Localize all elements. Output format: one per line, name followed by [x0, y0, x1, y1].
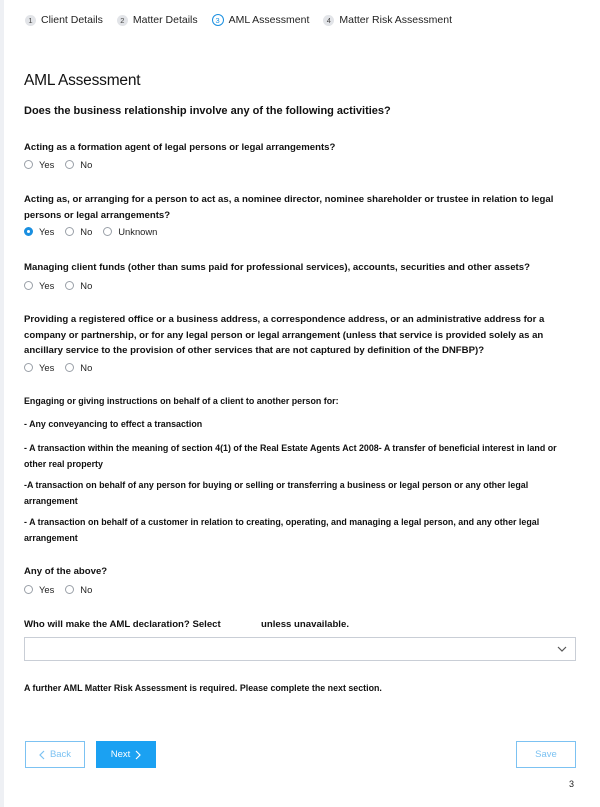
- radio-yes[interactable]: [24, 362, 54, 373]
- next-label: Next: [110, 749, 131, 760]
- page-title: AML Assessment: [24, 72, 141, 89]
- question-formation-agent: Acting as a formation agent of legal persons or legal arrangements?: [24, 142, 336, 153]
- radio-label: No: [80, 226, 93, 237]
- radio-no[interactable]: [65, 159, 92, 170]
- radio-no[interactable]: [65, 280, 92, 291]
- chevron-right-icon: [134, 750, 141, 760]
- radio-label: Yes: [39, 226, 55, 237]
- step-matter-details[interactable]: [117, 14, 198, 26]
- question-any-of-above: Any of the above?: [24, 566, 108, 577]
- radio-label: Yes: [39, 159, 55, 170]
- radio-circle-icon[interactable]: [65, 585, 74, 594]
- radio-label: Yes: [39, 362, 55, 373]
- back-button[interactable]: [25, 741, 85, 768]
- radio-group-registered-office: [24, 362, 103, 373]
- engaging-heading: Engaging or giving instructions on behalf of a client to another person for:: [24, 396, 339, 406]
- radio-group-any-of-above: [24, 584, 103, 595]
- radio-circle-icon[interactable]: [65, 227, 74, 236]
- radio-group-formation-agent: [24, 159, 103, 170]
- radio-unknown[interactable]: [103, 226, 157, 237]
- radio-circle-icon[interactable]: [24, 363, 33, 372]
- radio-circle-icon[interactable]: [24, 160, 33, 169]
- radio-group-nominee-director: [24, 226, 168, 237]
- page-left-edge: [0, 0, 4, 807]
- chevron-left-icon: [39, 750, 46, 760]
- radio-circle-icon[interactable]: [65, 281, 74, 290]
- chevron-down-icon[interactable]: [557, 644, 567, 654]
- radio-circle-icon[interactable]: [24, 585, 33, 594]
- save-label: Save: [535, 749, 557, 760]
- radio-yes[interactable]: [24, 226, 54, 237]
- intro-question: Does the business relationship involve any of the following activities?: [24, 105, 391, 117]
- question-nominee-director: Acting as, or arranging for a person to act as, a nominee director, nominee shareholder or trustee in relation to legal persons or legal arrangements?: [24, 194, 554, 221]
- radio-no[interactable]: [65, 226, 92, 237]
- radio-label: Unknown: [118, 226, 158, 237]
- radio-label: No: [80, 159, 93, 170]
- save-button[interactable]: [516, 741, 576, 768]
- step-number: 3: [212, 14, 224, 26]
- step-label: Matter Risk Assessment: [339, 14, 452, 26]
- radio-circle-icon[interactable]: [65, 160, 74, 169]
- step-client-details[interactable]: [25, 14, 103, 26]
- radio-yes[interactable]: [24, 159, 54, 170]
- radio-label: No: [80, 362, 93, 373]
- page-number: 3: [569, 779, 575, 789]
- step-label: Matter Details: [132, 14, 198, 26]
- declaration-question: Who will make the AML declaration? Select: [24, 619, 221, 630]
- radio-no[interactable]: [65, 584, 92, 595]
- notice-text: A further AML Matter Risk Assessment is required. Please complete the next section.: [24, 683, 382, 693]
- engaging-item: - A transaction within the meaning of section 4(1) of the Real Estate Agents Act 2008- A transfer of beneficial interest in land or other real property: [24, 443, 557, 469]
- step-label: AML Assessment: [228, 14, 310, 26]
- radio-checked-icon[interactable]: [24, 227, 33, 236]
- question-registered-office: Providing a registered office or a business address, a correspondence address, or an administrative address for a company or partnership, or for any legal person or legal arrangement (unless that service is provided solely as an ancillary service to the provision of other services that are not captured by definition of the DNFBP)?: [24, 314, 545, 356]
- radio-circle-icon[interactable]: [103, 227, 112, 236]
- step-label: Client Details: [41, 14, 103, 26]
- step-number: 4: [323, 15, 334, 26]
- radio-yes[interactable]: [24, 280, 54, 291]
- step-aml-assessment[interactable]: [212, 14, 310, 26]
- question-client-funds: Managing client funds (other than sums paid for professional services), accounts, securities and other assets?: [24, 262, 530, 273]
- declaration-question-suffix: unless unavailable.: [261, 619, 349, 630]
- declaration-select[interactable]: [24, 637, 576, 661]
- radio-circle-icon[interactable]: [24, 281, 33, 290]
- step-number: 2: [117, 15, 128, 26]
- engaging-item: - A transaction on behalf of a customer in relation to creating, operating, and managing a legal person, and any other legal arrangement: [24, 517, 540, 543]
- radio-label: Yes: [39, 584, 55, 595]
- radio-label: No: [80, 280, 93, 291]
- radio-label: Yes: [39, 280, 55, 291]
- engaging-item: -A transaction on behalf of any person for buying or selling or transferring a business or legal person or any other legal arrangement: [24, 480, 529, 506]
- radio-label: No: [80, 584, 93, 595]
- step-matter-risk-assessment[interactable]: [323, 14, 452, 26]
- engaging-item: - Any conveyancing to effect a transaction: [24, 419, 203, 429]
- radio-circle-icon[interactable]: [65, 363, 74, 372]
- radio-yes[interactable]: [24, 584, 54, 595]
- next-button[interactable]: [96, 741, 156, 768]
- radio-no[interactable]: [65, 362, 92, 373]
- radio-group-client-funds: [24, 280, 103, 291]
- step-navigation: [25, 14, 466, 26]
- back-label: Back: [49, 749, 72, 760]
- step-number: 1: [25, 15, 36, 26]
